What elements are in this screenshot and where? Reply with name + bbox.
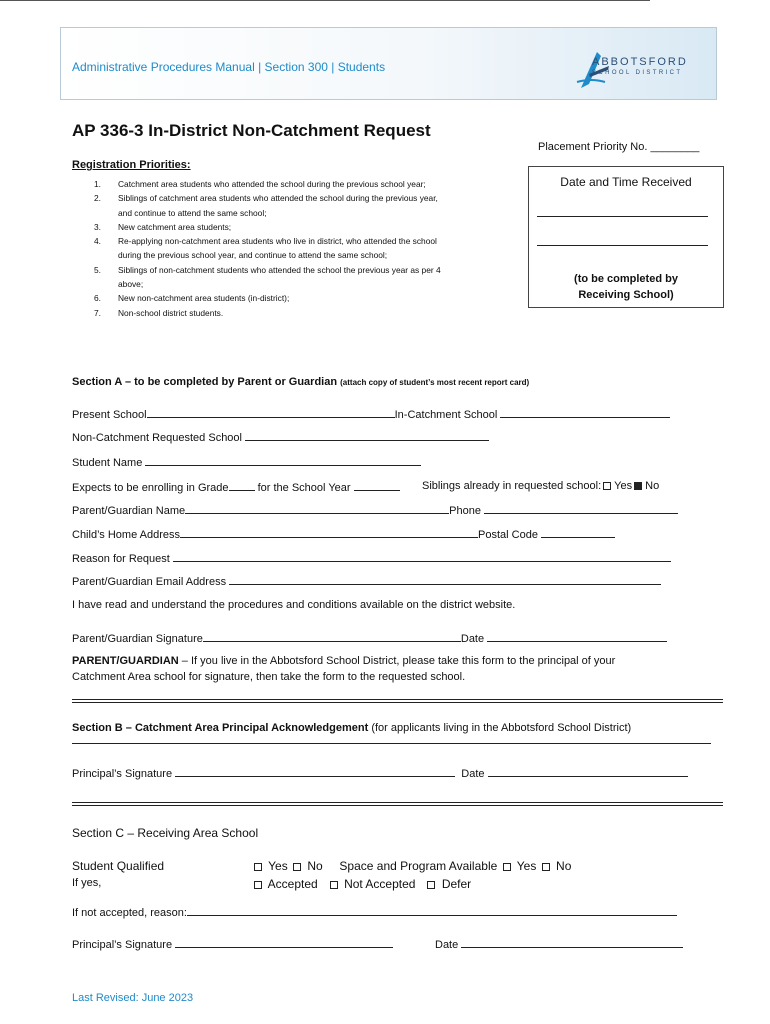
list-item: 7. Non-school district students.	[94, 307, 224, 318]
list-item: 4. Re-applying non-catchment area students who live in district, who attended the school during the previous school year, and continue to attend the same school;	[94, 236, 437, 261]
date-received-line[interactable]	[537, 216, 708, 217]
section-divider	[72, 802, 723, 806]
not-accepted-reason-field[interactable]	[187, 905, 677, 916]
space-yes-checkbox[interactable]	[503, 863, 511, 871]
parent-signature-field[interactable]	[203, 631, 461, 642]
parent-signature-row: Parent/Guardian Signature Date	[72, 631, 667, 645]
list-item: 3. New catchment area students;	[94, 221, 232, 232]
space-no-checkbox[interactable]	[542, 863, 550, 871]
not-accepted-reason-row: If not accepted, reason:	[72, 905, 677, 919]
registration-heading: Registration Priorities:	[72, 159, 191, 171]
parent-instruction-line2: Catchment Area school for signature, then take the form to the requested school.	[72, 671, 466, 683]
section-a-heading: Section A – to be completed by Parent or Guardian (attach copy of student’s most recent report card)	[72, 376, 530, 388]
qualified-yes-checkbox[interactable]	[254, 863, 262, 871]
home-address-row: Child’s Home Address Postal Code	[72, 527, 615, 541]
list-item: 1. Catchment area students who attended the school during the previous school year;	[94, 179, 426, 189]
principal-signature-row: Principal’s Signature Date	[72, 766, 688, 780]
section-b-underline	[72, 743, 711, 744]
reason-row: Reason for Request	[72, 551, 671, 565]
banner-text: Administrative Procedures Manual | Section 300 | Students	[72, 60, 386, 74]
phone-field[interactable]	[484, 503, 678, 514]
section-c-heading: Section C – Receiving Area School	[72, 826, 259, 840]
student-name-field[interactable]	[145, 455, 421, 466]
qualified-options: Yes No Space and Program Available Yes No	[252, 859, 571, 873]
acknowledge-text: I have read and understand the procedures and conditions available on the district website.	[72, 599, 516, 611]
list-item: 2. Siblings of catchment area students who attended the school during the previous year, and continue to attend the same school;	[94, 193, 438, 218]
parent-date-field[interactable]	[487, 631, 667, 642]
principal-c-signature-row: Principal’s Signature	[72, 937, 393, 951]
parent-name-field[interactable]	[185, 503, 449, 514]
principal-c-date-row: Date	[435, 937, 683, 951]
student-qualified-label: Student Qualified	[72, 859, 165, 873]
school-year-field[interactable]	[354, 480, 400, 491]
receiving-school-note: (to be completed by Receiving School)	[574, 273, 678, 301]
date-received-title: Date and Time Received	[560, 175, 692, 189]
parent-name-row: Parent/Guardian Name Phone	[72, 503, 678, 517]
list-item: 6. New non-catchment area students (in-district);	[94, 293, 290, 304]
top-rule	[0, 0, 650, 1]
not-accepted-checkbox[interactable]	[330, 881, 338, 889]
principal-b-signature-field[interactable]	[175, 766, 455, 777]
grade-row: Expects to be enrolling in Grade for the School Year	[72, 480, 400, 494]
abbotsford-logo-icon	[575, 44, 705, 92]
logo-subtitle: SCHOOL DISTRICT	[592, 70, 683, 76]
grade-field[interactable]	[229, 480, 255, 491]
principal-c-signature-field[interactable]	[175, 937, 393, 948]
reason-field[interactable]	[173, 551, 671, 562]
section-divider	[72, 699, 723, 703]
qualified-no-checkbox[interactable]	[293, 863, 301, 871]
student-name-row: Student Name	[72, 455, 421, 469]
logo-name: ABBOTSFORD	[592, 56, 688, 68]
in-catchment-school-field[interactable]	[500, 407, 670, 418]
if-yes-label: If yes,	[72, 877, 102, 889]
defer-checkbox[interactable]	[427, 881, 435, 889]
principal-b-date-field[interactable]	[488, 766, 688, 777]
date-received-box	[528, 166, 724, 308]
last-revised: Last Revised: June 2023	[72, 992, 194, 1004]
non-catchment-row: Non-Catchment Requested School	[72, 430, 489, 444]
email-row: Parent/Guardian Email Address	[72, 574, 661, 588]
siblings-yes-checkbox[interactable]	[603, 482, 611, 490]
placement-priority-field[interactable]: Placement Priority No. ________	[538, 141, 700, 153]
present-school-field[interactable]	[147, 407, 395, 418]
parent-instruction-line1: PARENT/GUARDIAN – If you live in the Abbotsford School District, please take this form to the principal of your	[72, 655, 616, 667]
home-address-field[interactable]	[180, 527, 478, 538]
present-school-row: Present School In-Catchment School	[72, 407, 670, 421]
section-b-heading: Section B – Catchment Area Principal Acknowledgement (for applicants living in the Abbotsford School District)	[72, 722, 632, 734]
requested-school-field[interactable]	[245, 430, 489, 441]
list-item: 5. Siblings of non-catchment students who attended the school the previous year as per 4 above;	[94, 264, 441, 290]
email-field[interactable]	[229, 574, 661, 585]
accepted-checkbox[interactable]	[254, 881, 262, 889]
principal-c-date-field[interactable]	[461, 937, 683, 948]
postal-code-field[interactable]	[541, 527, 615, 538]
acceptance-options: Accepted Not Accepted Defer	[252, 877, 471, 891]
registration-list	[94, 177, 454, 320]
siblings-row: Siblings already in requested school: Yes No	[422, 480, 660, 492]
siblings-no-checkbox[interactable]	[634, 482, 642, 490]
page-title: AP 336-3 In-District Non-Catchment Request	[72, 121, 431, 140]
time-received-line[interactable]	[537, 245, 708, 246]
